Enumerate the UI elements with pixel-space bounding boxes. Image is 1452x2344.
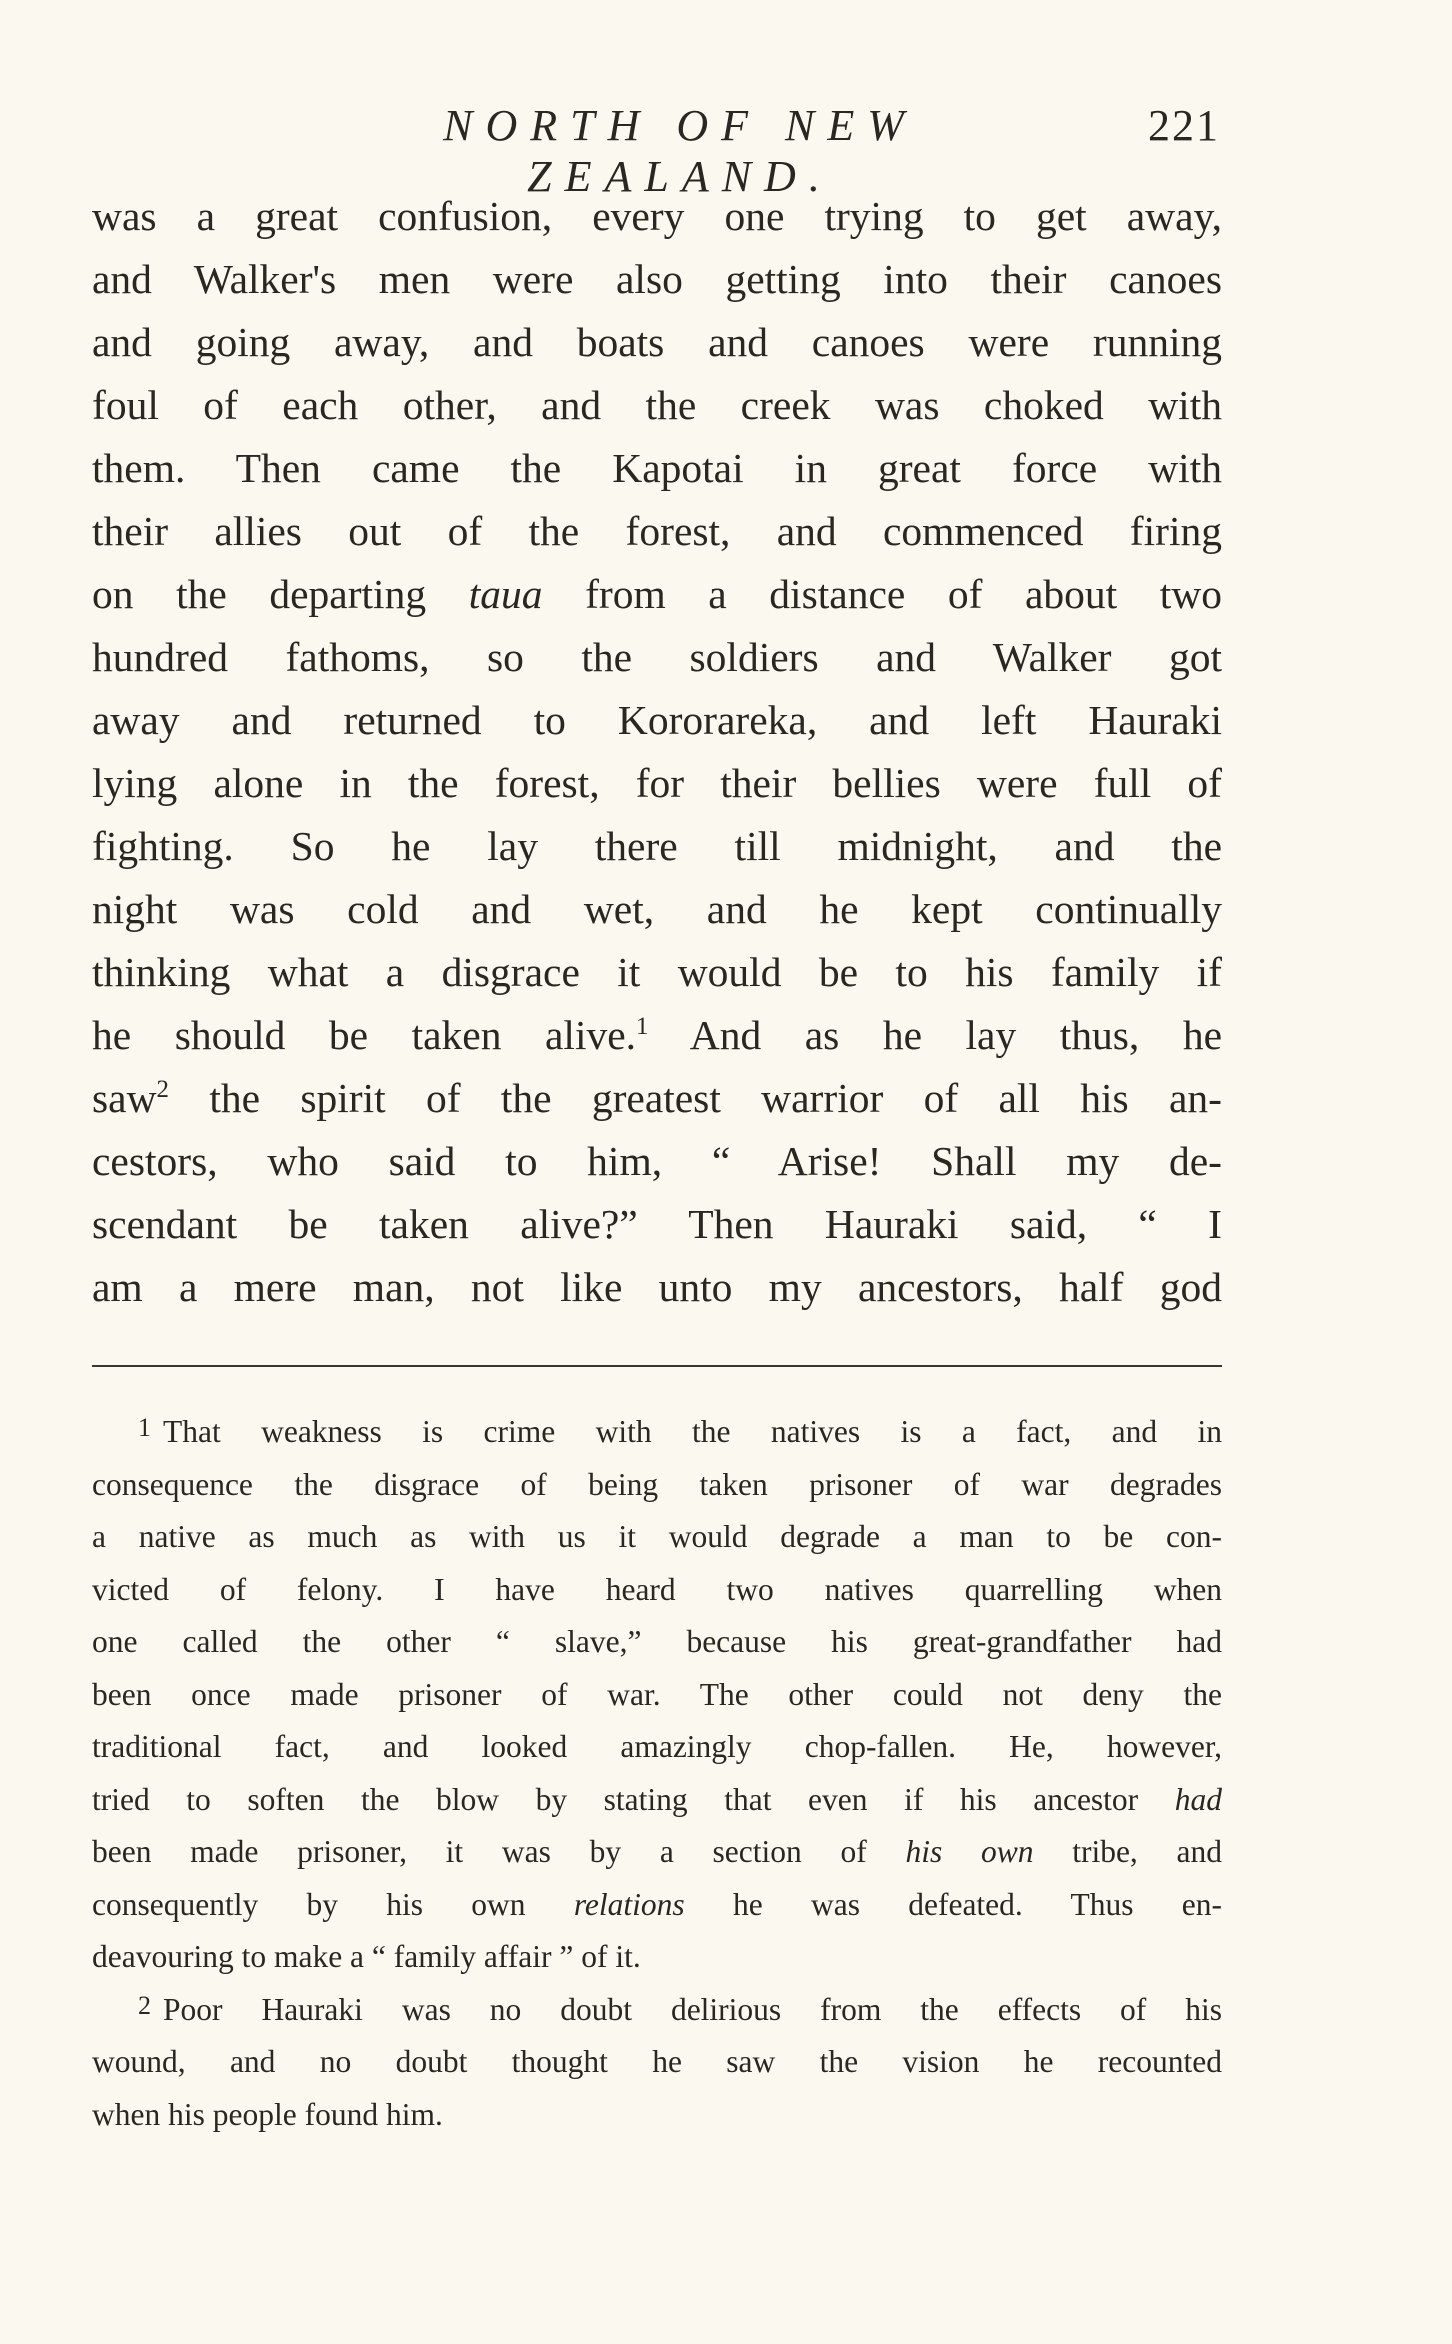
body-line: lying alone in the forest, for their bellies were full of xyxy=(92,760,1222,806)
body-line: am a mere man, not like unto my ancestors, half god xyxy=(92,1264,1222,1310)
page-header xyxy=(300,100,1220,201)
footnote-line xyxy=(92,1774,1222,1827)
body-line: was a great confusion, every one trying to get away, xyxy=(92,193,1222,239)
text-run: tribe, and xyxy=(1072,1834,1223,1869)
body-line: and Walker's men were also getting into their canoes xyxy=(92,256,1222,302)
footnote-line: one called the other “ slave,” because his great-grandfather had xyxy=(92,1624,1222,1659)
text-run: tried to soften the blow by stating that even if his ancestor xyxy=(92,1781,1139,1817)
body-line: and going away, and boats and canoes were running xyxy=(92,319,1222,365)
page-number: 221 xyxy=(1148,101,1220,150)
footnote-divider xyxy=(92,1365,1222,1367)
footnote-ref: 2 xyxy=(156,1076,169,1104)
footnote-line xyxy=(92,1984,1222,2037)
text-run: he should be taken alive. xyxy=(92,1012,637,1058)
body-line: foul of each other, and the creek was choked with xyxy=(92,382,1222,428)
text-run: And as he lay thus, he xyxy=(689,1012,1223,1058)
text-run: he was defeated. Thus en- xyxy=(732,1886,1222,1922)
text-run: from a distance of about two xyxy=(585,571,1223,617)
body-line: thinking what a disgrace it would be to his family if xyxy=(92,949,1222,995)
footnote-line xyxy=(92,1826,1222,1879)
text-run: Poor Hauraki was no doubt delirious from the effects of his xyxy=(163,1991,1222,2027)
text-run: been made prisoner, it was by a section of xyxy=(92,1834,867,1869)
italic-word: relations xyxy=(573,1886,685,1922)
body-line xyxy=(92,563,1222,626)
body-line: hundred fathoms, so the soldiers and Walker got xyxy=(92,634,1222,680)
running-title: NORTH OF NEW ZEALAND. xyxy=(443,101,917,201)
body-line: fighting. So he lay there till midnight, and the xyxy=(92,823,1222,869)
italic-word: his own xyxy=(905,1834,1034,1869)
text-run: consequently by his own xyxy=(92,1886,526,1922)
footnote-line: wound, and no doubt thought he saw the vision he recounted xyxy=(92,2044,1222,2079)
body-line: cestors, who said to him, “ Arise! Shall my de- xyxy=(92,1138,1222,1184)
footnote-line: consequence the disgrace of being taken prisoner of war degrades xyxy=(92,1466,1222,1502)
footnote-line xyxy=(92,1879,1222,1932)
footnote-marker: 1 xyxy=(138,1413,151,1442)
footnotes xyxy=(92,1406,1222,2141)
footnote-line: a native as much as with us it would degrade a man to be con- xyxy=(92,1519,1222,1554)
footnote-line: when his people found him. xyxy=(92,2096,443,2132)
footnote-line: traditional fact, and looked amazingly chop-fallen. He, however, xyxy=(92,1729,1222,1764)
footnote-line: deavouring to make a “ family affair ” of it. xyxy=(92,1939,641,1974)
body-line: away and returned to Kororareka, and left Hauraki xyxy=(92,697,1222,743)
footnote-marker: 2 xyxy=(138,1990,151,2020)
body-line xyxy=(92,1067,1222,1130)
text-run: the spirit of the greatest warrior of all his an- xyxy=(209,1075,1222,1121)
body-line: them. Then came the Kapotai in great force with xyxy=(92,445,1222,491)
body-line: scendant be taken alive?” Then Hauraki said, “ I xyxy=(92,1201,1222,1247)
text-run: on the departing xyxy=(92,571,427,617)
italic-word: had xyxy=(1174,1781,1223,1817)
footnote-ref: 1 xyxy=(636,1013,649,1041)
text-run: That weakness is crime with the natives is a fact, and in xyxy=(163,1414,1222,1449)
footnote-line: been once made prisoner of war. The other could not deny the xyxy=(92,1676,1222,1712)
footnote-line xyxy=(92,1406,1222,1459)
body-text xyxy=(92,185,1222,1319)
body-line xyxy=(92,1004,1222,1067)
footnote-line: victed of felony. I have heard two natives quarrelling when xyxy=(92,1571,1222,1607)
body-line: night was cold and wet, and he kept continually xyxy=(92,886,1222,932)
text-run: saw xyxy=(92,1075,157,1121)
italic-word: taua xyxy=(468,571,543,617)
body-line: their allies out of the forest, and commenced firing xyxy=(92,508,1222,554)
